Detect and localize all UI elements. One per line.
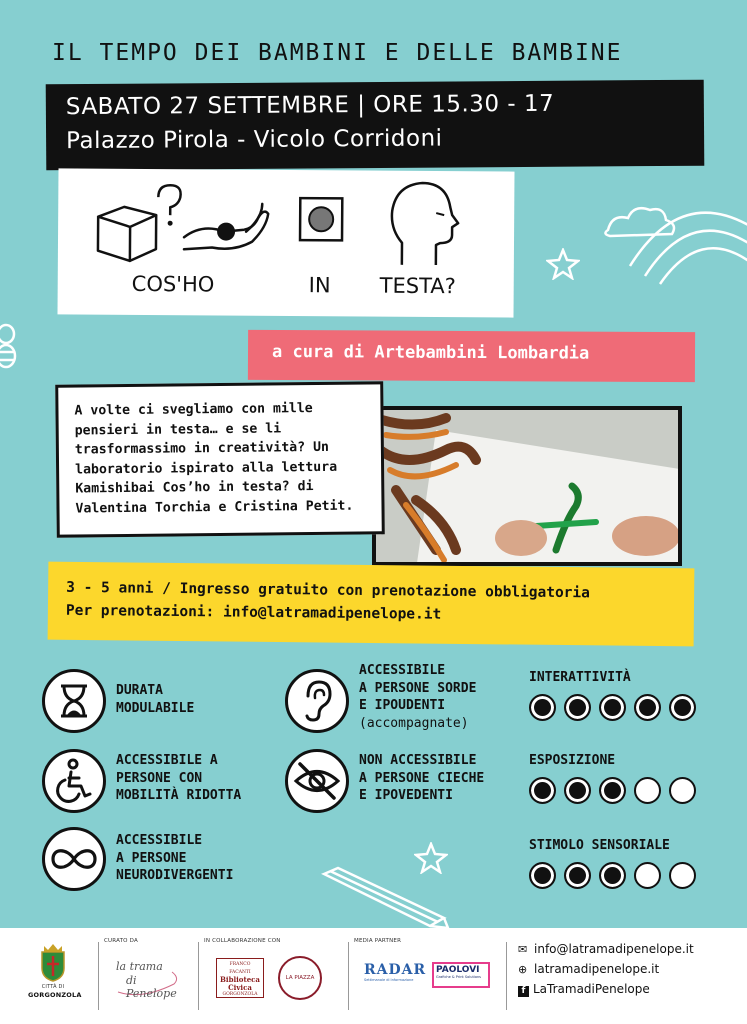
bee-doodle-icon — [0, 322, 26, 372]
rainbow-cloud-doodle-icon — [600, 186, 747, 286]
rating-dots-stimolo — [529, 862, 701, 890]
facebook-icon: f — [518, 986, 529, 997]
curator-text: a cura di Artebambini Lombardia — [271, 341, 590, 364]
rating-dot — [529, 694, 556, 721]
rating-dot — [634, 694, 661, 721]
age-entry-info: 3 - 5 anni / Ingresso gratuito con prenotazione obbligatoria — [66, 579, 591, 602]
feature-mobilita: ACCESSIBILE A PERSONE CON MOBILITÀ RIDOTTA — [116, 753, 242, 803]
booking-info: Per prenotazioni: info@latramadipenelope.it — [65, 602, 442, 623]
rating-dot — [634, 862, 661, 889]
feature-neuro: ACCESSIBILE A PERSONE NEURODIVERGENTI — [116, 833, 234, 883]
event-location: Palazzo Pirola - Vicolo Corridoni — [66, 125, 443, 155]
description-box — [55, 381, 385, 537]
rating-dot — [669, 862, 696, 889]
head-profile-icon — [388, 179, 461, 268]
activity-photo — [372, 406, 682, 566]
curator-banner — [248, 330, 695, 382]
rating-label-stimolo: STIMOLO SENSORIALE — [529, 838, 670, 853]
divider — [506, 942, 507, 1010]
feature-cieche: NON ACCESSIBILE A PERSONE CIECHE E IPOVEDENTI — [359, 753, 485, 803]
wheelchair-icon — [42, 749, 106, 813]
rating-dot — [599, 777, 626, 804]
media-partner-label: MEDIA PARTNER — [354, 938, 402, 944]
city-label: CITTÀ DI — [41, 984, 65, 990]
box-question-icon — [94, 181, 185, 264]
hourglass-icon — [42, 669, 106, 733]
collab-label: IN COLLABORAZIONE CON — [204, 938, 281, 944]
divider — [348, 942, 349, 1010]
radar-logo: RADAR Settimanale di Informazione — [364, 962, 427, 982]
drawing-photo-icon — [376, 410, 682, 566]
la-piazza-logo: LA PIAZZA — [278, 956, 322, 1000]
globe-icon: ⊕ — [518, 963, 528, 976]
rating-dot — [669, 694, 696, 721]
rating-dot — [564, 694, 591, 721]
star-doodle-icon — [546, 248, 580, 280]
description-text: A volte ci svegliamo con mille pensieri in testa… e se li trasformassimo in creatività? Un laboratorio ispirato alla lettura Kamishibai Cos’ho in testa? di Valentina Torchia e Cristina Petit. — [74, 401, 354, 517]
rating-dot — [599, 694, 626, 721]
biblioteca-logo: FRANCO FACANTI Biblioteca Civica GORGONZOLA — [216, 958, 264, 998]
city-name: GORGONZOLA — [28, 991, 82, 999]
symbol-word-in: IN — [308, 273, 331, 298]
footer — [0, 928, 747, 1024]
pencil-doodle-icon — [320, 866, 450, 928]
contact-website[interactable]: ⊕ latramadipenelope.it — [518, 962, 660, 976]
event-banner — [46, 80, 705, 171]
rating-dot — [564, 862, 591, 889]
divider — [98, 942, 99, 1010]
symbol-word-cosho: COS'HO — [131, 271, 215, 297]
symbol-title-box — [57, 168, 514, 317]
feature-sorde: ACCESSIBILE A PERSONE SORDE E IPOUDENTI (accompagnate) — [359, 663, 477, 731]
city-crest-icon — [38, 942, 68, 982]
trama-logo: la trama di Penelope — [116, 960, 177, 1000]
rating-dot — [599, 862, 626, 889]
rating-dot — [564, 777, 591, 804]
rating-dot — [529, 777, 556, 804]
mail-icon: ✉ — [518, 943, 528, 956]
contact-facebook[interactable]: f LaTramadiPenelope — [518, 982, 650, 997]
curato-da-label: CURATO DA — [104, 938, 138, 944]
event-date-time: SABATO 27 SETTEMBRE | ORE 15.30 - 17 — [65, 90, 555, 121]
rating-dot — [634, 777, 661, 804]
eye-slash-icon — [285, 749, 349, 813]
info-banner — [48, 562, 695, 647]
hand-holding-icon — [182, 197, 272, 254]
rating-dots-interattivita — [529, 694, 701, 722]
contact-email[interactable]: ✉ info@latramadipenelope.it — [518, 942, 694, 956]
head-thought-icon — [298, 196, 344, 242]
rating-label-esposizione: ESPOSIZIONE — [529, 753, 616, 768]
rating-label-interattivita: INTERATTIVITÀ — [529, 670, 631, 685]
symbol-word-testa: TESTA? — [379, 273, 456, 299]
rating-dots-esposizione — [529, 777, 701, 805]
infinity-icon — [42, 827, 106, 891]
poster-title: IL TEMPO DEI BAMBINI E DELLE BAMBINE — [52, 40, 623, 66]
rating-dot — [529, 862, 556, 889]
divider — [198, 942, 199, 1010]
rating-dot — [669, 777, 696, 804]
ear-icon — [285, 669, 349, 733]
feature-durata: DURATA MODULABILE — [116, 683, 195, 716]
paolovi-logo: PAOLOVI Grafiche & Print Solutions — [432, 962, 490, 988]
